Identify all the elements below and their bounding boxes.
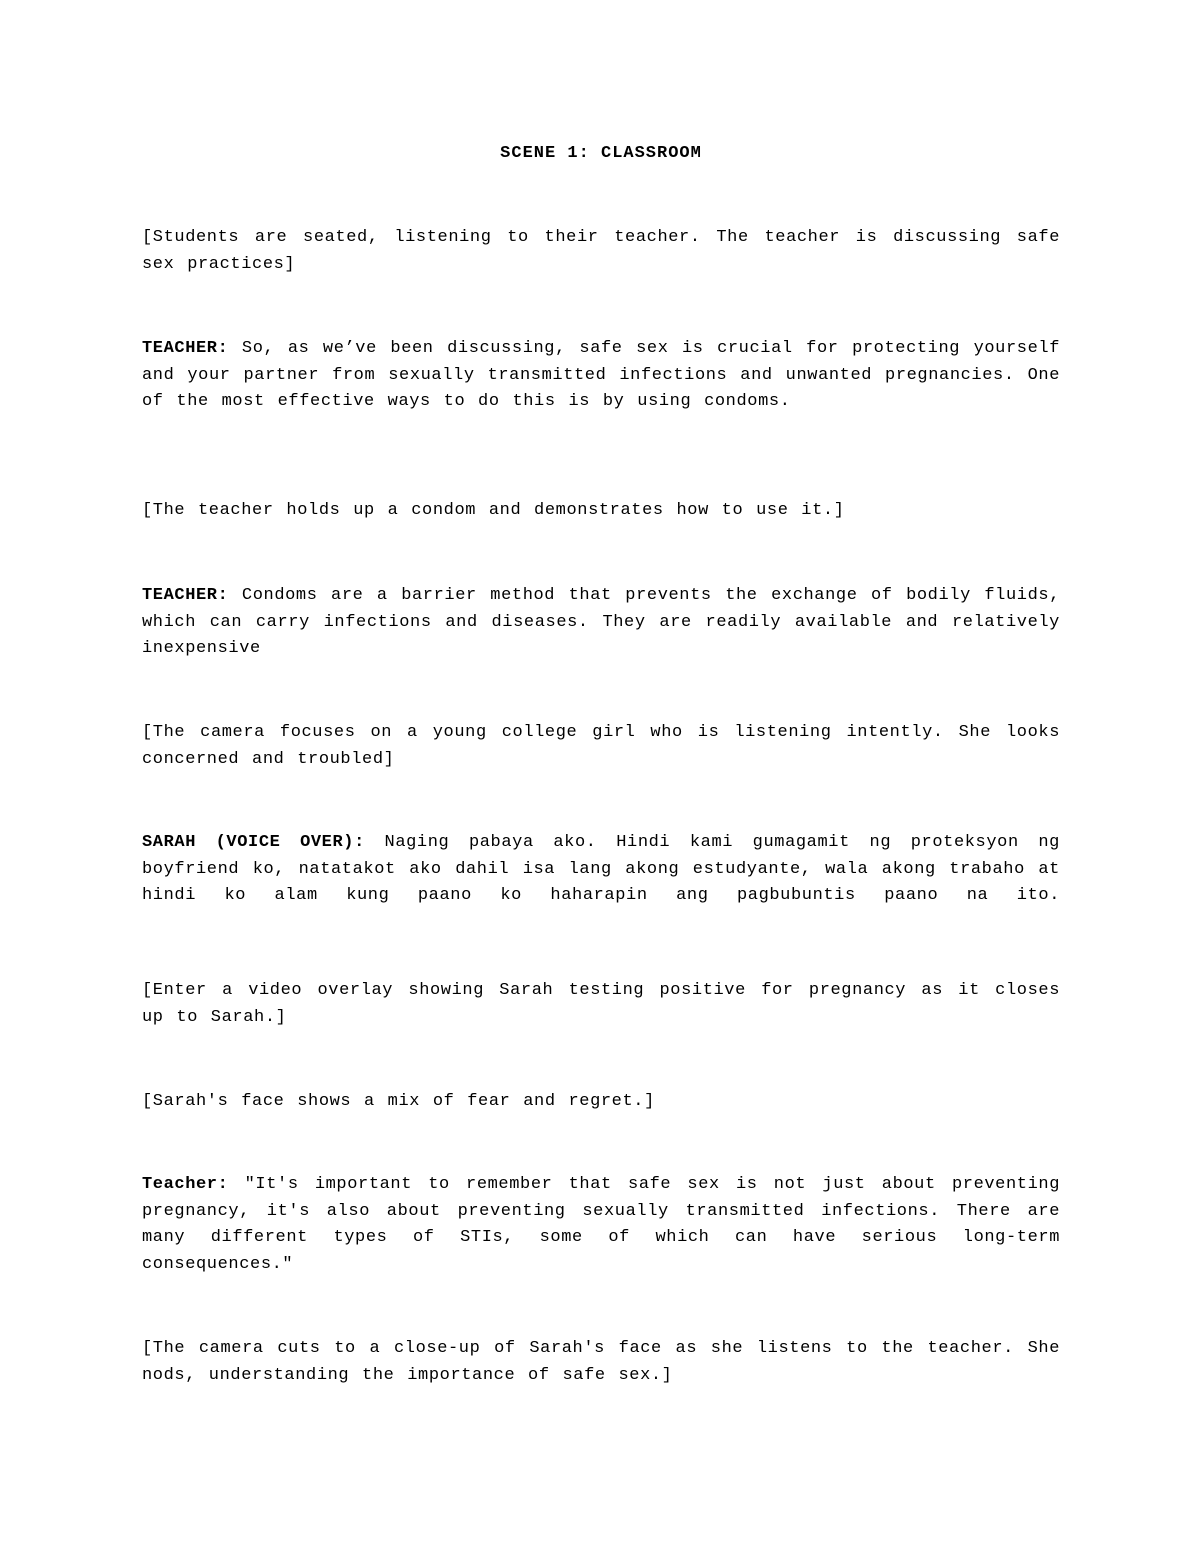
dialogue-text: So, as we’ve been discussing, safe sex is crucial for protecting yourself and your partner from sexually transmitted infections and unwanted pregnancies. One of the most effective ways to do this is by using condoms. <box>142 339 1060 411</box>
stage-direction-camera-girl <box>142 720 1060 773</box>
direction-text: [Enter a video overlay showing Sarah testing positive for pregnancy as it closes up to Sarah.] <box>142 981 1060 1027</box>
stage-direction-video-overlay <box>142 978 1060 1031</box>
scene-title: SCENE 1: CLASSROOM <box>500 144 702 163</box>
stage-direction-condom-demo <box>142 498 1060 525</box>
dialogue-text: "It's important to remember that safe sex is not just about preventing pregnancy, it's also about preventing sexually transmitted infections. There are many different types of STIs, some of which can have serious long-term consequences." <box>142 1175 1060 1274</box>
speaker-label: TEACHER: <box>142 339 229 358</box>
speaker-label: Teacher: <box>142 1175 229 1194</box>
dialogue-teacher-1 <box>142 336 1060 416</box>
dialogue-teacher-2 <box>142 583 1060 663</box>
direction-text: [The teacher holds up a condom and demonstrates how to use it.] <box>142 501 845 520</box>
direction-text: [The camera cuts to a close-up of Sarah's face as she listens to the teacher. She nods, understanding the importance of safe sex.] <box>142 1339 1060 1385</box>
dialogue-sarah-voice-over <box>142 830 1060 910</box>
speaker-label: SARAH (VOICE OVER): <box>142 833 365 852</box>
direction-text: [Students are seated, listening to their teacher. The teacher is discussing safe sex practices] <box>142 228 1060 274</box>
speaker-label: TEACHER: <box>142 586 229 605</box>
direction-text: [The camera focuses on a young college girl who is listening intently. She looks concerned and troubled] <box>142 723 1060 769</box>
direction-text: [Sarah's face shows a mix of fear and regret.] <box>142 1092 655 1111</box>
stage-direction-students-seated <box>142 225 1060 278</box>
dialogue-text: Naging pabaya ako. Hindi kami gumagamit ng proteksyon ng boyfriend ko, natatakot ako dahil isa lang akong estudyante, wala akong trabaho at hindi ko alam kung paano ko haharapin ang pagbubuntis paano na ito. <box>142 833 1060 905</box>
dialogue-text: Condoms are a barrier method that prevents the exchange of bodily fluids, which can carry infections and diseases. They are readily available and relatively inexpensive <box>142 586 1060 658</box>
stage-direction-close-up <box>142 1336 1060 1389</box>
stage-direction-sarah-face <box>142 1089 1060 1116</box>
dialogue-teacher-3 <box>142 1172 1060 1278</box>
